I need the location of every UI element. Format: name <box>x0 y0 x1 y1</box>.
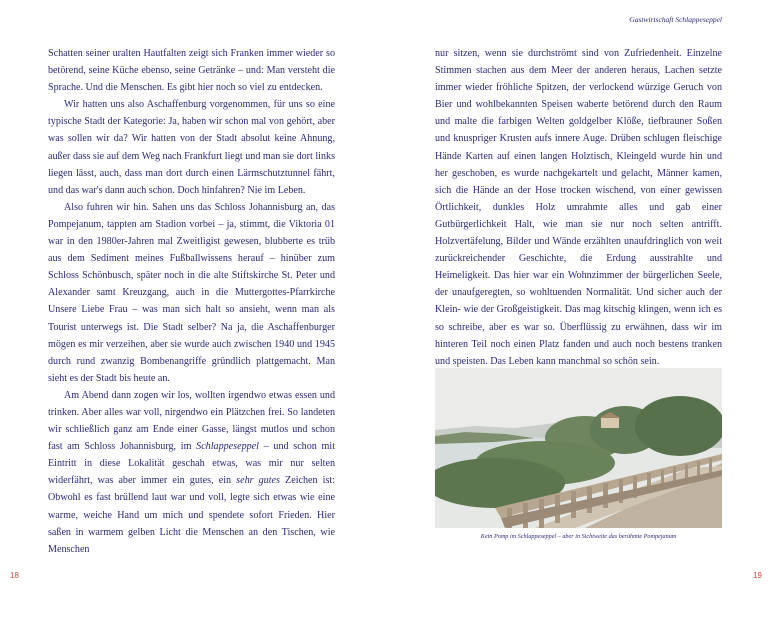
italic-run: sehr gutes <box>236 475 280 487</box>
terrace-photo <box>435 368 722 528</box>
right-body-text <box>435 45 722 370</box>
text-run: – und schon mit Eintritt in diese Lokalität geschah etwas, was mir nur selten widerfährt, was aber immer ein gutes, ein <box>48 441 336 487</box>
italic-run: Schlappeseppel <box>196 441 259 453</box>
paragraph <box>48 387 335 558</box>
page-number-left: 18 <box>10 571 19 580</box>
right-page <box>392 0 784 627</box>
left-body-text <box>48 45 335 558</box>
paragraph: Also fuhren wir hin. Sahen uns das Schloss Johannisburg an, das Pompejanum, tappten am Stadion vorbei – ja, stimmt, die Viktoria 01 war in den 1980er-Jahren mal Zweitligist gewesen, blubberte es trüb aus dem Sediment meines Fußballwissens herauf – hinüber zum Schloss Schönbusch, später noch in die alte Stiftskirche St. Peter und Alexander samt Kreuzgang, auch in die Muttergottes-Pfarrkirche Unsere Liebe Frau – was man sich halt so ansieht, wenn man als Tourist unterwegs ist. Die Stadt selber? Na ja, die Aschaffenburger mögen es mir verzeihen, aber sie wurde auch zwischen 1940 und 1945 durch rund zwanzig Bombenangriffe gründlich plattgemacht. Man sieht es der Stadt bis heute an. <box>48 201 335 384</box>
photo-caption: Kein Pomp im Schlappeseppel – aber in Sichtweite das berühmte Pompejanum <box>480 533 677 540</box>
text-run: Zeichen ist: Obwohl es fast brüllend laut war und voll, legte sich etwas wie eine warme, weiche Hand um mich und spendete sofort Frieden. Hier saßen in warmem gelben Licht die Menschen an den Tischen, wie Menschen <box>48 475 335 555</box>
running-head: Gastwirtschaft Schlappeseppel <box>629 15 722 24</box>
paragraph: Schatten seiner uralten Hautfalten zeigt sich Franken immer wieder so betörend, seine Küche ebenso, seine Getränke – und: Man versteht die Sprache. Und die Menschen. Es gibt hier noch so viel zu entdecken. <box>48 48 335 94</box>
paragraph: nur sitzen, wenn sie durchströmt sind von Zufriedenheit. Einzelne Stimmen stachen aus dem Meer der anderen heraus, Lachen setzte immer wieder fröhliche Spitzen, der verlockend würzige Geruch von Bier und wohlbekannten Speisen waberte betörend durch den Raum und malte die farbigen Welten goldgelber Klöße, tiefbrauner Soßen und knuspriger Krusten aufs innere Auge. Drüben schlugen fleischige Hände Karten auf einen langen Holztisch, Kleingeld wurde hin und her geschoben, es wurde nachgekartelt und gelacht, Männer kamen, sich die Hände an der Hose trocken wischend, von einer gewissen Örtlichkeit, dunkles Holz umrahmte alles und gab einer Gutbürgerlichkeit Halt, wie man sie nur noch selten antrifft. Holzvertäfelung, Bilder und Wände erzählten unaufdringlich von weit zurückreichender Geschichte, die Erdung ausstrahlte und Heimeligkeit. Das hier war ein Wohnzimmer der bürgerlichen Seele, der unaufgeregten, so wohltuenden Normalität. Und sicher auch der Klein- wie der Großgeistigkeit. Das mag kitschig klingen, wenn ich es so schreibe, aber es war so. Überflüssig zu erwähnen, dass wir im hinteren Teil noch einen Platz fanden und auch noch bestens tranken und speisten. Das Leben kann manchmal so schön sein. <box>435 48 722 367</box>
page-number-right: 19 <box>753 571 762 580</box>
text-run: Am Abend dann zogen wir los, wollten irgendwo etwas essen und trinken. Aber alles war voll, nirgendwo ein Plätzchen frei. So landeten wir schließlich ganz am Ende einer Gasse, längst mutlos und schon fast am Schloss Johannisburg, im <box>48 389 335 453</box>
paragraph: Wir hatten uns also Aschaffenburg vorgenommen, für uns so eine typische Stadt der Kategorie: Ja, haben wir schon mal von gehört, aber was sollen wir da? Wir hatten von der Stadt absolut keine Ahnung, außer dass sie auf dem Weg nach Frankfurt liegt und man sie dort links liegen lässt, auch, dass man dort durch einen Lärmschutztunnel fährt, und das war's dann auch schon. Doch hinfahren? Nie im Leben. <box>48 99 335 196</box>
